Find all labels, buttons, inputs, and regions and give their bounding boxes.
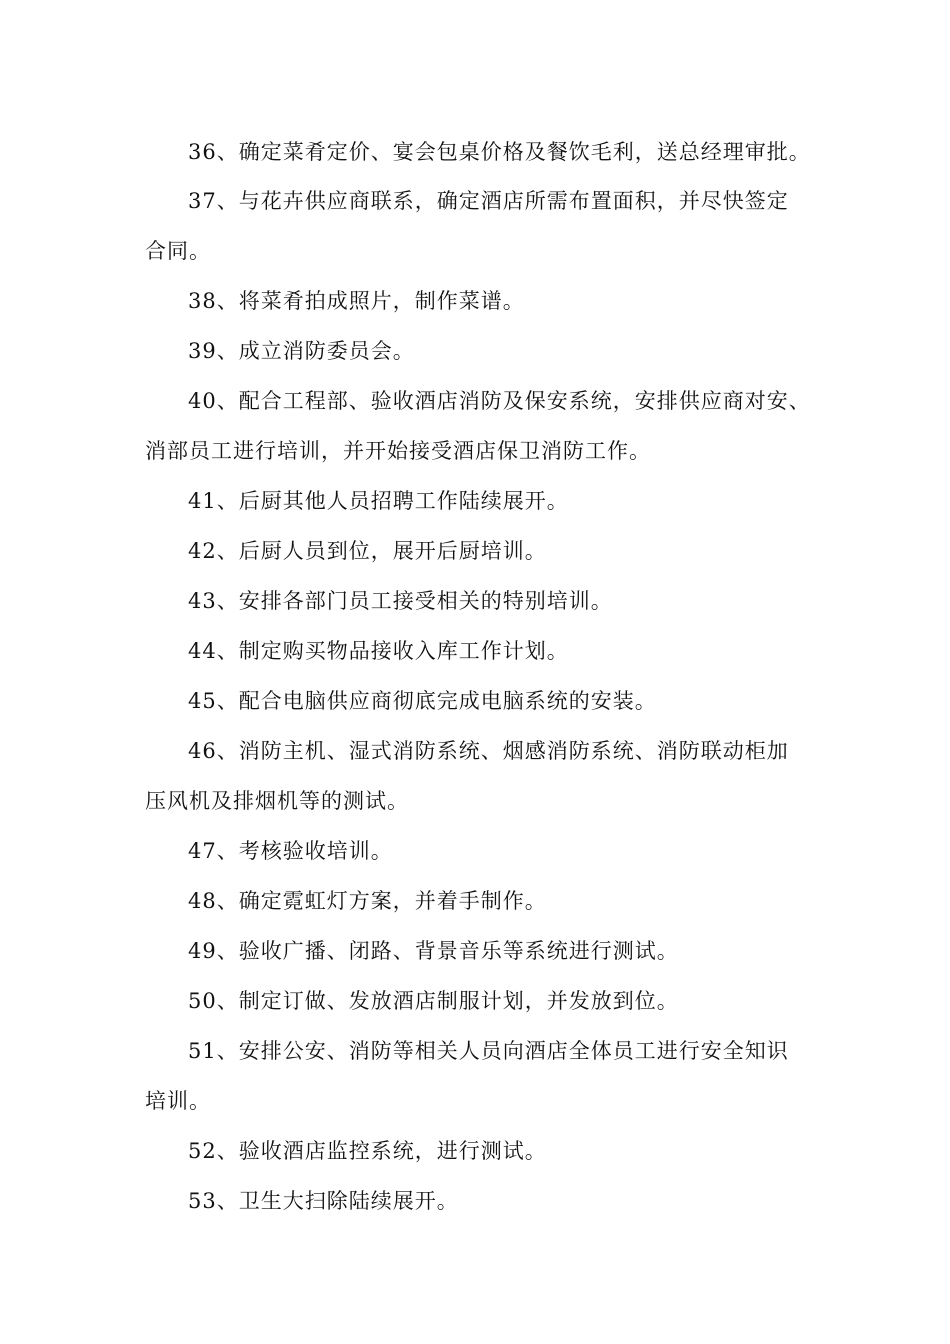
list-item-46: 46、消防主机、湿式消防系统、烟感消防系统、消防联动柜加 [188,739,789,763]
list-item-40-continuation: 消部员工进行培训，并开始接受酒店保卫消防工作。 [145,439,651,463]
list-item-50: 50、制定订做、发放酒店制服计划，并发放到位。 [188,989,679,1013]
list-item-39: 39、成立消防委员会。 [188,339,415,363]
list-item-51: 51、安排公安、消防等相关人员向酒店全体员工进行安全知识 [188,1039,789,1063]
list-item-37-continuation: 合同。 [145,239,211,263]
list-item-53: 53、卫生大扫除陆续展开。 [188,1189,459,1213]
list-item-43: 43、安排各部门员工接受相关的特别培训。 [188,589,613,613]
list-item-40: 40、配合工程部、验收酒店消防及保安系统，安排供应商对安、 [188,389,811,413]
list-item-44: 44、制定购买物品接收入库工作计划。 [188,639,569,663]
list-item-41: 41、后厨其他人员招聘工作陆续展开。 [188,489,569,513]
list-item-45: 45、配合电脑供应商彻底完成电脑系统的安装。 [188,689,657,713]
list-item-38: 38、将菜肴拍成照片，制作菜谱。 [188,289,525,313]
list-item-42: 42、后厨人员到位，展开后厨培训。 [188,539,547,563]
list-item-46-continuation: 压风机及排烟机等的测试。 [145,789,409,813]
list-item-37: 37、与花卉供应商联系，确定酒店所需布置面积，并尽快签定 [188,189,789,213]
list-item-36: 36、确定菜肴定价、宴会包桌价格及餐饮毛利，送总经理审批。 [188,140,811,164]
list-item-49: 49、验收广播、闭路、背景音乐等系统进行测试。 [188,939,679,963]
list-item-52: 52、验收酒店监控系统，进行测试。 [188,1139,547,1163]
list-item-48: 48、确定霓虹灯方案，并着手制作。 [188,889,547,913]
list-item-51-continuation: 培训。 [145,1089,211,1113]
list-item-47: 47、考核验收培训。 [188,839,393,863]
